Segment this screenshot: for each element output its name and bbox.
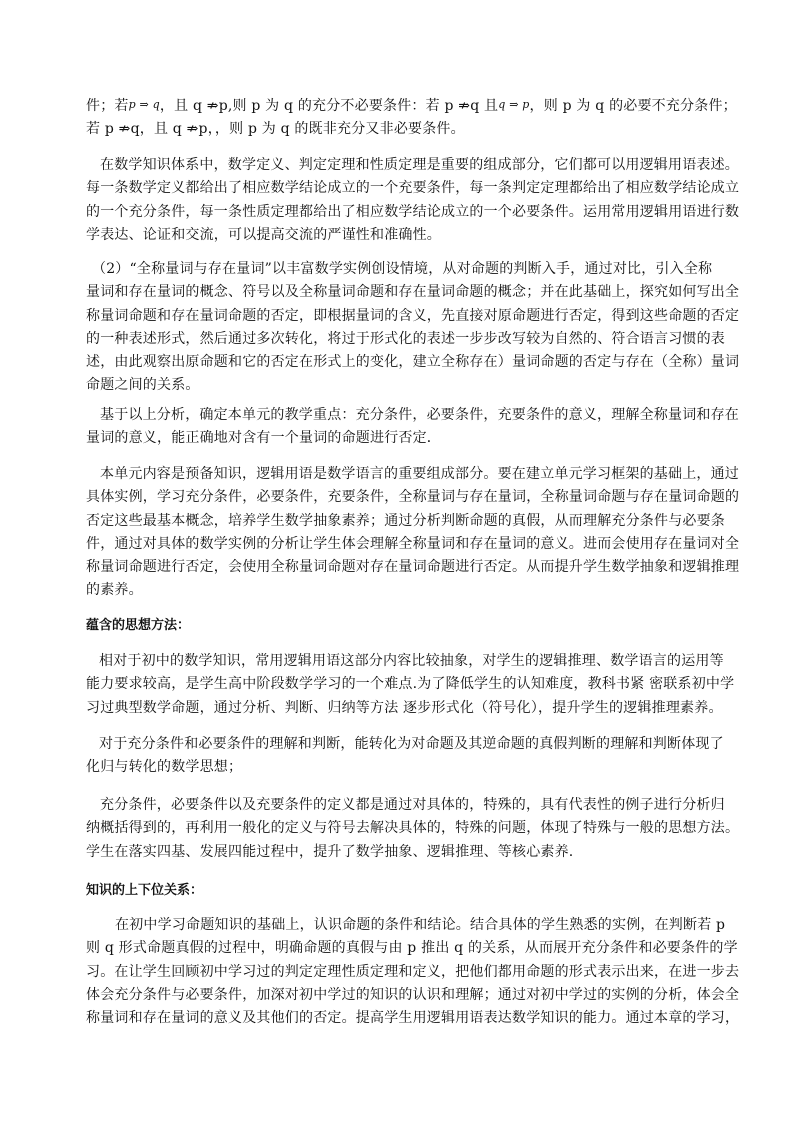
text-run: 件；若 bbox=[86, 98, 129, 114]
text-run: ，且 q ⇏p,则 p 为 q 的充分不必要条件：若 p ⇏q 且 bbox=[159, 98, 499, 114]
paragraph-line: 习。在让学生回顾初中学习过的判定定理性质定理和定义，把他们都用命题的形式表示出来，在进一步去 bbox=[86, 963, 740, 980]
text-run: ，则 p 为 q 的必要不充分条件； bbox=[529, 98, 737, 114]
paragraph-unit-content bbox=[86, 463, 740, 603]
paragraph-line: 在初中学习命题知识的基础上，认识命题的条件和结论。结合具体的学生熟悉的实例，在判断若 p bbox=[115, 917, 726, 933]
paragraph-line: 对于充分条件和必要条件的理解和判断，能转化为对命题及其逆命题的真假判断的理解和判断体现了 bbox=[99, 736, 724, 752]
paragraph-line: 称量词和存在量词的意义及其他们的否定。提高学生用逻辑用语表达数学知识的能力。通过本章的学习， bbox=[86, 1010, 740, 1027]
paragraph-line: 能力要求较高，是学生高中阶段数学学习的一个难点.为了降低学生的认知难度，教科书紧 密联系初中学 bbox=[86, 676, 735, 693]
paragraph-line: 若 p ⇏q，且 q ⇏p，，则 p 为 q 的既非充分又非必要条件。 bbox=[86, 121, 465, 138]
paragraph-line: 具体实例，学习充分条件，必要条件，充要条件，全称量词与存在量词，全称量词命题与存在量词命题的 bbox=[86, 489, 740, 506]
section-heading-methods: 蕴含的思想方法： bbox=[86, 618, 191, 633]
paragraph-methods bbox=[86, 650, 735, 720]
paragraph-conditions bbox=[86, 93, 737, 142]
paragraph-line: （2）“全称量词与存在量词”以丰富数学实例创设情境，从对命题的判断入手，通过对比，引入全称 bbox=[92, 261, 713, 277]
paragraph-line: 否定这些最基本概念，培养学生数学抽象素养；通过分析判断命题的真假，从而理解充分条件与必要条 bbox=[86, 512, 725, 529]
paragraph-line: 的一种表述形式，然后通过多次转化，将过于形式化的表述一步步改写较为自然的、符合语言习惯的表 bbox=[86, 330, 725, 347]
paragraph-transformation bbox=[86, 733, 724, 780]
paragraph-line: 量词的意义，能正确地对含有一个量词的命题进行否定． bbox=[86, 430, 441, 447]
paragraph-line: 的素养。 bbox=[86, 582, 143, 599]
paragraph-line: 的一个充分条件，每一条性质定理都给出了相应数学结论成立的一个必要条件。运用常用逻辑用语进行数 bbox=[86, 203, 740, 220]
paragraph-line: 述，由此观察出原命题和它的否定在形式上的变化，建立全称存在）量词命题的否定与存在（全称）量词 bbox=[86, 354, 740, 371]
paragraph-line: 则 q 形式命题真假的过程中，明确命题的真假与由 p 推出 q 的关系，从而展开充分条件和必要条件的学 bbox=[86, 940, 738, 957]
paragraph-line: 体会充分条件与必要条件，加深对初中学过的知识的认识和理解；通过对初中学过的实例的分析，体会全 bbox=[86, 986, 740, 1003]
math-formula: p ⇒ q bbox=[128, 98, 160, 111]
paragraph-line: 相对于初中的数学知识，常用逻辑用语这部分内容比较抽象，对学生的逻辑推理、数学语言的运用等 bbox=[99, 653, 724, 669]
math-formula: q ⇒ p bbox=[498, 98, 530, 111]
paragraph-line: 本单元内容是预备知识，逻辑用语是数学语言的重要组成部分。要在建立单元学习框架的基础上，通过 bbox=[100, 466, 739, 482]
paragraph-line: 纳概括得到的，再利用一般化的定义与符号去解决具体的，特殊的问题，体现了特殊与一般的思想方法。 bbox=[86, 820, 740, 837]
paragraph-line: 称量词命题和存在量词命题的否定，即根据量词的含义，先直接对原命题进行否定，得到这些命题的否定 bbox=[86, 307, 740, 324]
paragraph-line: 学表达、论证和交流，可以提高交流的严谨性和准确性。 bbox=[86, 226, 441, 243]
paragraph-teaching-focus bbox=[86, 404, 739, 451]
paragraph-quantifiers bbox=[86, 258, 740, 398]
paragraph-line: 件，通过对具体的数学实例的分析让学生体会理解全称量词和存在量词的意义。进而会使用存在量词对全 bbox=[86, 535, 740, 552]
paragraph-line: 学生在落实四基、发展四能过程中，提升了数学抽象、逻辑推理、等核心素养. bbox=[86, 843, 574, 860]
paragraph-line: 量词和存在量词的概念、符号以及全称量词命题和存在量词命题的概念；并在此基础上，探究如何写出全 bbox=[86, 284, 740, 301]
paragraph-line bbox=[86, 93, 737, 118]
paragraph-definitions bbox=[86, 154, 740, 247]
paragraph-line: 基于以上分析，确定本单元的教学重点：充分条件，必要条件，充要条件的意义，理解全称量词和存在 bbox=[100, 407, 739, 423]
paragraph-line: 化归与转化的数学思想； bbox=[86, 759, 243, 776]
paragraph-line: 称量词命题进行否定，会使用全称量词命题对存在量词命题进行否定。从而提升学生数学抽象和逻辑推理 bbox=[86, 559, 740, 576]
paragraph-line: 命题之间的关系。 bbox=[86, 377, 200, 394]
paragraph-line: 在数学知识体系中，数学定义、判定定理和性质定理是重要的组成部分，它们都可以用逻辑用语表述。 bbox=[100, 157, 739, 173]
section-heading-knowledge: 知识的上下位关系： bbox=[86, 883, 204, 898]
paragraph-line: 每一条数学定义都给出了相应数学结论成立的一个充要条件，每一条判定定理都给出了相应数学结论成立 bbox=[86, 180, 740, 197]
paragraph-line: 习过典型数学命题，通过分析、判断、归纳等方法 逐步形式化（符号化），提升学生的逻辑推理素养。 bbox=[86, 699, 723, 716]
paragraph-special-general bbox=[86, 794, 740, 864]
paragraph-knowledge bbox=[86, 914, 740, 1030]
paragraph-line: 充分条件，必要条件以及充要条件的定义都是通过对具体的，特殊的，具有代表性的例子进行分析归 bbox=[100, 797, 725, 813]
